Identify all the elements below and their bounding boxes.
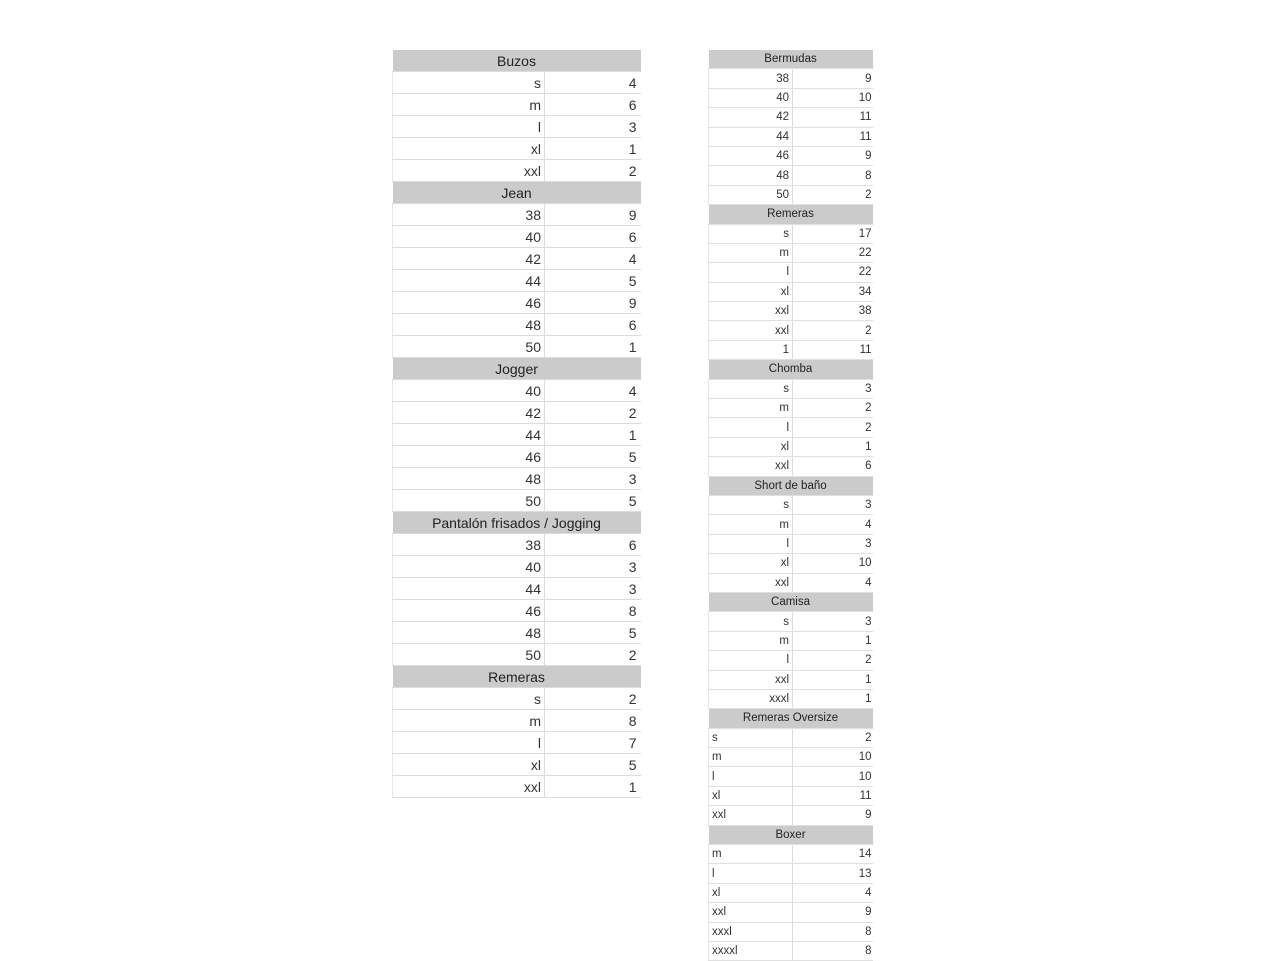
quantity-cell: 11 — [793, 786, 873, 805]
size-cell: xxl — [709, 573, 793, 592]
quantity-cell: 2 — [793, 185, 873, 204]
table-row — [709, 224, 873, 243]
table-row — [709, 534, 873, 553]
quantity-cell: 2 — [793, 321, 873, 340]
table-row — [709, 340, 873, 359]
size-cell: l — [709, 534, 793, 553]
size-cell: s — [709, 612, 793, 631]
size-cell: xl — [393, 754, 545, 776]
table-row — [393, 600, 641, 622]
table-row — [393, 270, 641, 292]
quantity-cell: 5 — [545, 490, 641, 512]
quantity-cell: 10 — [793, 748, 873, 767]
quantity-cell: 38 — [793, 302, 873, 321]
size-cell: 42 — [393, 402, 545, 424]
size-cell: s — [393, 688, 545, 710]
quantity-cell: 1 — [793, 631, 873, 650]
quantity-cell: 1 — [545, 336, 641, 358]
size-cell: m — [709, 748, 793, 767]
section-header-row-short-de-bano — [709, 476, 873, 495]
size-cell: m — [393, 710, 545, 732]
quantity-cell: 5 — [545, 270, 641, 292]
size-cell: xxxl — [709, 922, 793, 941]
quantity-cell: 13 — [793, 864, 873, 883]
size-cell: 38 — [709, 69, 793, 88]
quantity-cell: 11 — [793, 127, 873, 146]
table-row — [709, 864, 873, 883]
section-title: Boxer — [709, 825, 873, 844]
table-row — [709, 941, 873, 960]
table-row — [709, 767, 873, 786]
quantity-cell: 9 — [793, 146, 873, 165]
size-cell: m — [709, 243, 793, 262]
quantity-cell: 6 — [545, 314, 641, 336]
quantity-cell: 1 — [545, 424, 641, 446]
quantity-cell: 8 — [793, 941, 873, 960]
table-row — [393, 204, 641, 226]
table-row — [709, 166, 873, 185]
quantity-cell: 4 — [793, 515, 873, 534]
quantity-cell: 9 — [793, 69, 873, 88]
table-row — [709, 806, 873, 825]
section-header-row-pantalon-frisados-jogging — [393, 512, 641, 534]
size-cell: xl — [709, 554, 793, 573]
size-cell: xl — [709, 786, 793, 805]
size-cell: s — [709, 728, 793, 747]
section-header-row-bermudas — [709, 50, 873, 69]
table-row — [709, 573, 873, 592]
section-title: Remeras — [393, 666, 641, 688]
table-row — [393, 446, 641, 468]
table-row — [393, 94, 641, 116]
table-row — [393, 116, 641, 138]
section-title: Jean — [393, 182, 641, 204]
size-cell: l — [709, 864, 793, 883]
size-cell: xl — [709, 437, 793, 456]
table-row — [709, 243, 873, 262]
quantity-cell: 9 — [545, 292, 641, 314]
size-cell: 50 — [709, 185, 793, 204]
size-cell: 44 — [393, 424, 545, 446]
quantity-cell: 3 — [793, 534, 873, 553]
section-title: Jogger — [393, 358, 641, 380]
table-row — [393, 732, 641, 754]
size-cell: l — [709, 651, 793, 670]
table-row — [393, 292, 641, 314]
section-header-row-jogger — [393, 358, 641, 380]
quantity-cell: 3 — [793, 495, 873, 514]
table-row — [709, 457, 873, 476]
section-header-row-chomba — [709, 360, 873, 379]
table-row — [709, 69, 873, 88]
table-row — [393, 380, 641, 402]
size-cell: 50 — [393, 644, 545, 666]
quantity-cell: 17 — [793, 224, 873, 243]
size-cell: xxl — [709, 302, 793, 321]
quantity-cell: 4 — [793, 883, 873, 902]
table-row — [709, 670, 873, 689]
size-cell: 38 — [393, 204, 545, 226]
size-cell: xl — [709, 282, 793, 301]
quantity-cell: 3 — [545, 578, 641, 600]
size-cell: xxl — [709, 806, 793, 825]
size-cell: 44 — [393, 270, 545, 292]
size-cell: 40 — [709, 88, 793, 107]
table-row — [709, 728, 873, 747]
size-cell: 48 — [393, 468, 545, 490]
quantity-cell: 3 — [793, 379, 873, 398]
table-row — [709, 321, 873, 340]
quantity-cell: 2 — [545, 688, 641, 710]
table-row — [393, 534, 641, 556]
size-cell: l — [709, 263, 793, 282]
section-title: Bermudas — [709, 50, 873, 69]
size-cell: 44 — [393, 578, 545, 600]
table-row — [709, 146, 873, 165]
table-row — [393, 314, 641, 336]
quantity-cell: 3 — [545, 556, 641, 578]
quantity-cell: 1 — [793, 689, 873, 708]
size-cell: 40 — [393, 226, 545, 248]
quantity-cell: 8 — [545, 710, 641, 732]
size-cell: m — [709, 399, 793, 418]
section-title: Short de baño — [709, 476, 873, 495]
size-cell: xl — [709, 883, 793, 902]
table-row — [709, 263, 873, 282]
quantity-cell: 4 — [793, 573, 873, 592]
size-cell: m — [709, 631, 793, 650]
quantity-cell: 6 — [545, 226, 641, 248]
quantity-cell: 2 — [793, 418, 873, 437]
quantity-cell: 10 — [793, 88, 873, 107]
table-row — [709, 399, 873, 418]
table-row — [393, 336, 641, 358]
table-row — [393, 138, 641, 160]
table-row — [393, 424, 641, 446]
section-header-row-boxer — [709, 825, 873, 844]
quantity-cell: 4 — [545, 248, 641, 270]
quantity-cell: 14 — [793, 845, 873, 864]
quantity-cell: 22 — [793, 243, 873, 262]
quantity-cell: 7 — [545, 732, 641, 754]
size-cell: xxxl — [709, 689, 793, 708]
section-header-row-jean — [393, 182, 641, 204]
table-row — [393, 160, 641, 182]
section-header-row-camisa — [709, 592, 873, 611]
quantity-cell: 2 — [793, 399, 873, 418]
size-cell: 46 — [709, 146, 793, 165]
quantity-cell: 1 — [793, 670, 873, 689]
table-row — [709, 282, 873, 301]
section-header-row-buzos — [393, 50, 641, 72]
size-cell: 44 — [709, 127, 793, 146]
table-row — [393, 754, 641, 776]
table-row — [393, 688, 641, 710]
quantity-cell: 9 — [545, 204, 641, 226]
section-header-row-remeras-oversize — [709, 709, 873, 728]
quantity-cell: 2 — [793, 728, 873, 747]
quantity-cell: 1 — [545, 138, 641, 160]
left-inventory-sheet — [392, 50, 641, 798]
size-cell: m — [709, 515, 793, 534]
size-cell: 1 — [709, 340, 793, 359]
left-sheet-body — [393, 50, 641, 798]
quantity-cell: 5 — [545, 754, 641, 776]
size-cell: s — [709, 495, 793, 514]
size-cell: 48 — [709, 166, 793, 185]
table-row — [393, 72, 641, 94]
size-cell: m — [393, 94, 545, 116]
quantity-cell: 5 — [545, 622, 641, 644]
size-cell: l — [709, 418, 793, 437]
quantity-cell: 1 — [545, 776, 641, 798]
table-row — [393, 644, 641, 666]
size-cell: 50 — [393, 336, 545, 358]
quantity-cell: 11 — [793, 108, 873, 127]
quantity-cell: 9 — [793, 806, 873, 825]
size-cell: 42 — [709, 108, 793, 127]
quantity-cell: 8 — [793, 922, 873, 941]
quantity-cell: 4 — [545, 380, 641, 402]
size-cell: 42 — [393, 248, 545, 270]
table-row — [709, 302, 873, 321]
table-row — [709, 515, 873, 534]
section-header-row-remeras — [709, 205, 873, 224]
size-cell: 40 — [393, 556, 545, 578]
section-title: Pantalón frisados / Jogging — [393, 512, 641, 534]
section-title: Buzos — [393, 50, 641, 72]
size-cell: xl — [393, 138, 545, 160]
size-cell: xxl — [393, 160, 545, 182]
section-title: Camisa — [709, 592, 873, 611]
quantity-cell: 6 — [793, 457, 873, 476]
table-row — [709, 554, 873, 573]
size-cell: 46 — [393, 600, 545, 622]
table-row — [709, 748, 873, 767]
size-cell: 38 — [393, 534, 545, 556]
size-cell: s — [709, 379, 793, 398]
table-row — [709, 883, 873, 902]
size-cell: s — [393, 72, 545, 94]
table-row — [393, 490, 641, 512]
table-row — [709, 922, 873, 941]
table-row — [393, 556, 641, 578]
table-row — [709, 786, 873, 805]
table-row — [709, 612, 873, 631]
size-cell: xxl — [709, 903, 793, 922]
quantity-cell: 2 — [545, 402, 641, 424]
size-cell: 40 — [393, 380, 545, 402]
section-header-row-remeras — [393, 666, 641, 688]
size-cell: s — [709, 224, 793, 243]
table-row — [393, 776, 641, 798]
size-cell: 46 — [393, 446, 545, 468]
size-cell: m — [709, 845, 793, 864]
table-row — [709, 127, 873, 146]
table-row — [709, 495, 873, 514]
size-cell: xxxxl — [709, 941, 793, 960]
quantity-cell: 34 — [793, 282, 873, 301]
size-cell: l — [393, 732, 545, 754]
quantity-cell: 3 — [545, 116, 641, 138]
size-cell: xxl — [709, 670, 793, 689]
table-row — [709, 418, 873, 437]
size-cell: 48 — [393, 314, 545, 336]
size-cell: l — [393, 116, 545, 138]
quantity-cell: 10 — [793, 767, 873, 786]
quantity-cell: 8 — [793, 166, 873, 185]
quantity-cell: 6 — [545, 534, 641, 556]
quantity-cell: 4 — [545, 72, 641, 94]
table-row — [393, 710, 641, 732]
size-cell: xxl — [709, 321, 793, 340]
table-row — [393, 622, 641, 644]
quantity-cell: 5 — [545, 446, 641, 468]
quantity-cell: 22 — [793, 263, 873, 282]
quantity-cell: 2 — [793, 651, 873, 670]
table-row — [709, 379, 873, 398]
table-row — [393, 248, 641, 270]
table-row — [709, 88, 873, 107]
table-row — [709, 185, 873, 204]
table-row — [709, 631, 873, 650]
table-row — [393, 402, 641, 424]
section-title: Remeras — [709, 205, 873, 224]
size-cell: l — [709, 767, 793, 786]
quantity-cell: 2 — [545, 160, 641, 182]
section-title: Chomba — [709, 360, 873, 379]
quantity-cell: 10 — [793, 554, 873, 573]
quantity-cell: 3 — [545, 468, 641, 490]
table-row — [709, 845, 873, 864]
right-sheet-body — [709, 50, 873, 961]
right-inventory-sheet — [708, 50, 873, 961]
table-row — [393, 578, 641, 600]
table-row — [709, 689, 873, 708]
table-row — [393, 226, 641, 248]
quantity-cell: 11 — [793, 340, 873, 359]
table-row — [709, 108, 873, 127]
size-cell: 50 — [393, 490, 545, 512]
quantity-cell: 1 — [793, 437, 873, 456]
table-row — [709, 651, 873, 670]
quantity-cell: 9 — [793, 903, 873, 922]
size-cell: 46 — [393, 292, 545, 314]
section-title: Remeras Oversize — [709, 709, 873, 728]
size-cell: xxl — [393, 776, 545, 798]
size-cell: 48 — [393, 622, 545, 644]
size-cell: xxl — [709, 457, 793, 476]
table-row — [393, 468, 641, 490]
table-row — [709, 903, 873, 922]
quantity-cell: 2 — [545, 644, 641, 666]
quantity-cell: 6 — [545, 94, 641, 116]
quantity-cell: 8 — [545, 600, 641, 622]
quantity-cell: 3 — [793, 612, 873, 631]
table-row — [709, 437, 873, 456]
